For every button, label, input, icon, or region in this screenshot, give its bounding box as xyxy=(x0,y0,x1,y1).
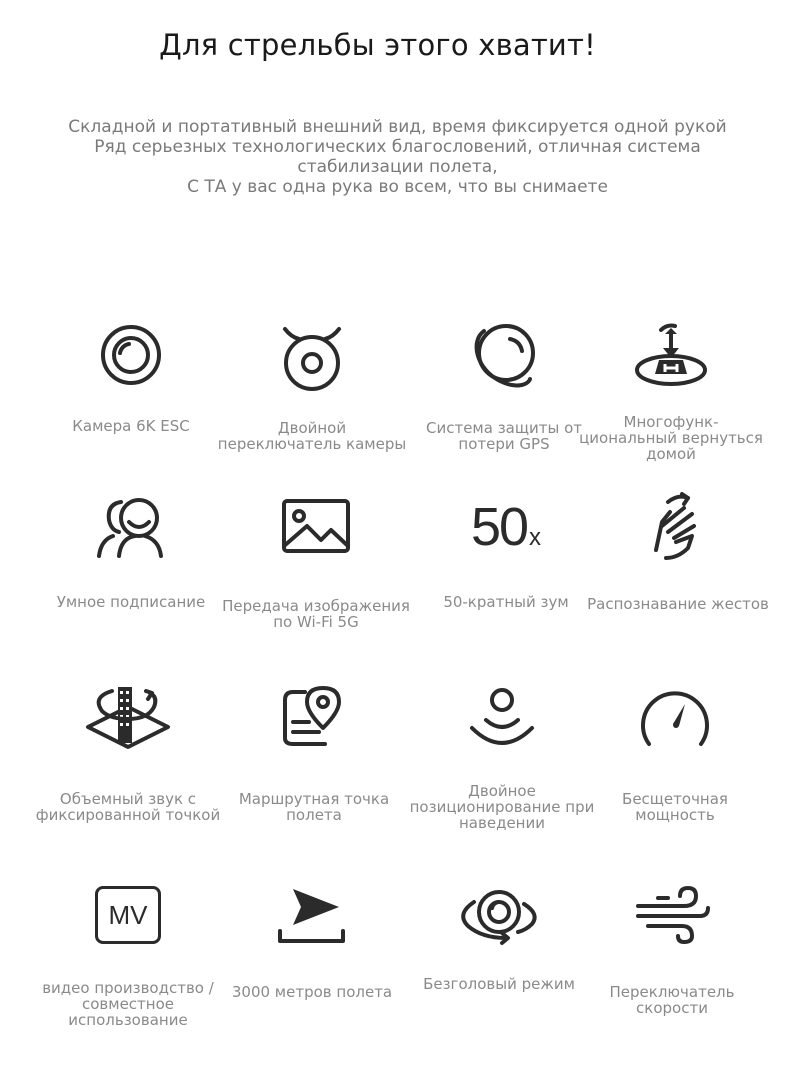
zoom-number: 50 xyxy=(470,497,528,557)
dual-positioning-icon xyxy=(407,672,597,762)
gps-protection-icon xyxy=(409,310,599,400)
intro-line-2: Ряд серьезных технологических благословений, отличная система стабилизации полета, xyxy=(94,137,701,177)
headless-mode-icon xyxy=(404,870,594,960)
zoom-50x-icon xyxy=(411,482,601,572)
dual-camera-switch-icon xyxy=(217,310,407,400)
feature-label: Маршрутная точка полета xyxy=(238,790,390,824)
orbit-building-icon xyxy=(33,672,223,762)
feature-label: Бесщеточная мощность xyxy=(622,790,728,824)
waypoint-map-icon xyxy=(219,672,409,762)
feature-label: Распознавание жестов xyxy=(587,595,769,613)
feature-label: Камера 6K ESC xyxy=(72,417,190,435)
feature-label: Умное подписание xyxy=(56,593,206,611)
speedometer-icon xyxy=(580,672,770,762)
feature-label: видео производство / совместное использование xyxy=(42,979,214,1029)
flight-distance-arrow-icon xyxy=(217,870,407,960)
feature-label: Передача изображения по Wi-Fi 5G xyxy=(222,597,410,631)
feature-label: Безголовый режим xyxy=(423,975,575,993)
return-home-helipad-icon xyxy=(576,310,766,400)
gesture-hand-icon xyxy=(583,482,773,572)
feature-label: Объемный звук с фиксированной точкой xyxy=(35,790,221,824)
feature-label: Система защиты от потери GPS xyxy=(425,419,583,453)
speed-switch-wind-icon xyxy=(577,870,767,960)
feature-label: Многофунк-циональный вернуться домой xyxy=(579,413,763,463)
intro-line-1: Складной и портативный внешний вид, время фиксируется одной рукой xyxy=(68,117,727,137)
smart-follow-people-icon xyxy=(36,482,226,572)
intro-line-3: С ТА у вас одна рука во всем, что вы снимаете xyxy=(187,177,608,197)
feature-label: Переключатель скорости xyxy=(609,983,735,1017)
zoom-suffix: x xyxy=(529,524,542,551)
image-transfer-icon xyxy=(221,482,411,572)
page-title: Для стрельбы этого хватит! xyxy=(159,28,596,62)
intro-text xyxy=(30,117,765,197)
camera-lens-icon xyxy=(36,310,226,400)
feature-label: Двойной переключатель камеры xyxy=(217,419,407,453)
feature-label: Двойное позиционирование при наведении xyxy=(409,782,595,832)
mv-video-icon xyxy=(33,870,223,960)
feature-label: 50-кратный зум xyxy=(443,593,569,611)
feature-label: 3000 метров полета xyxy=(231,983,393,1001)
mv-badge: MV xyxy=(95,886,161,944)
